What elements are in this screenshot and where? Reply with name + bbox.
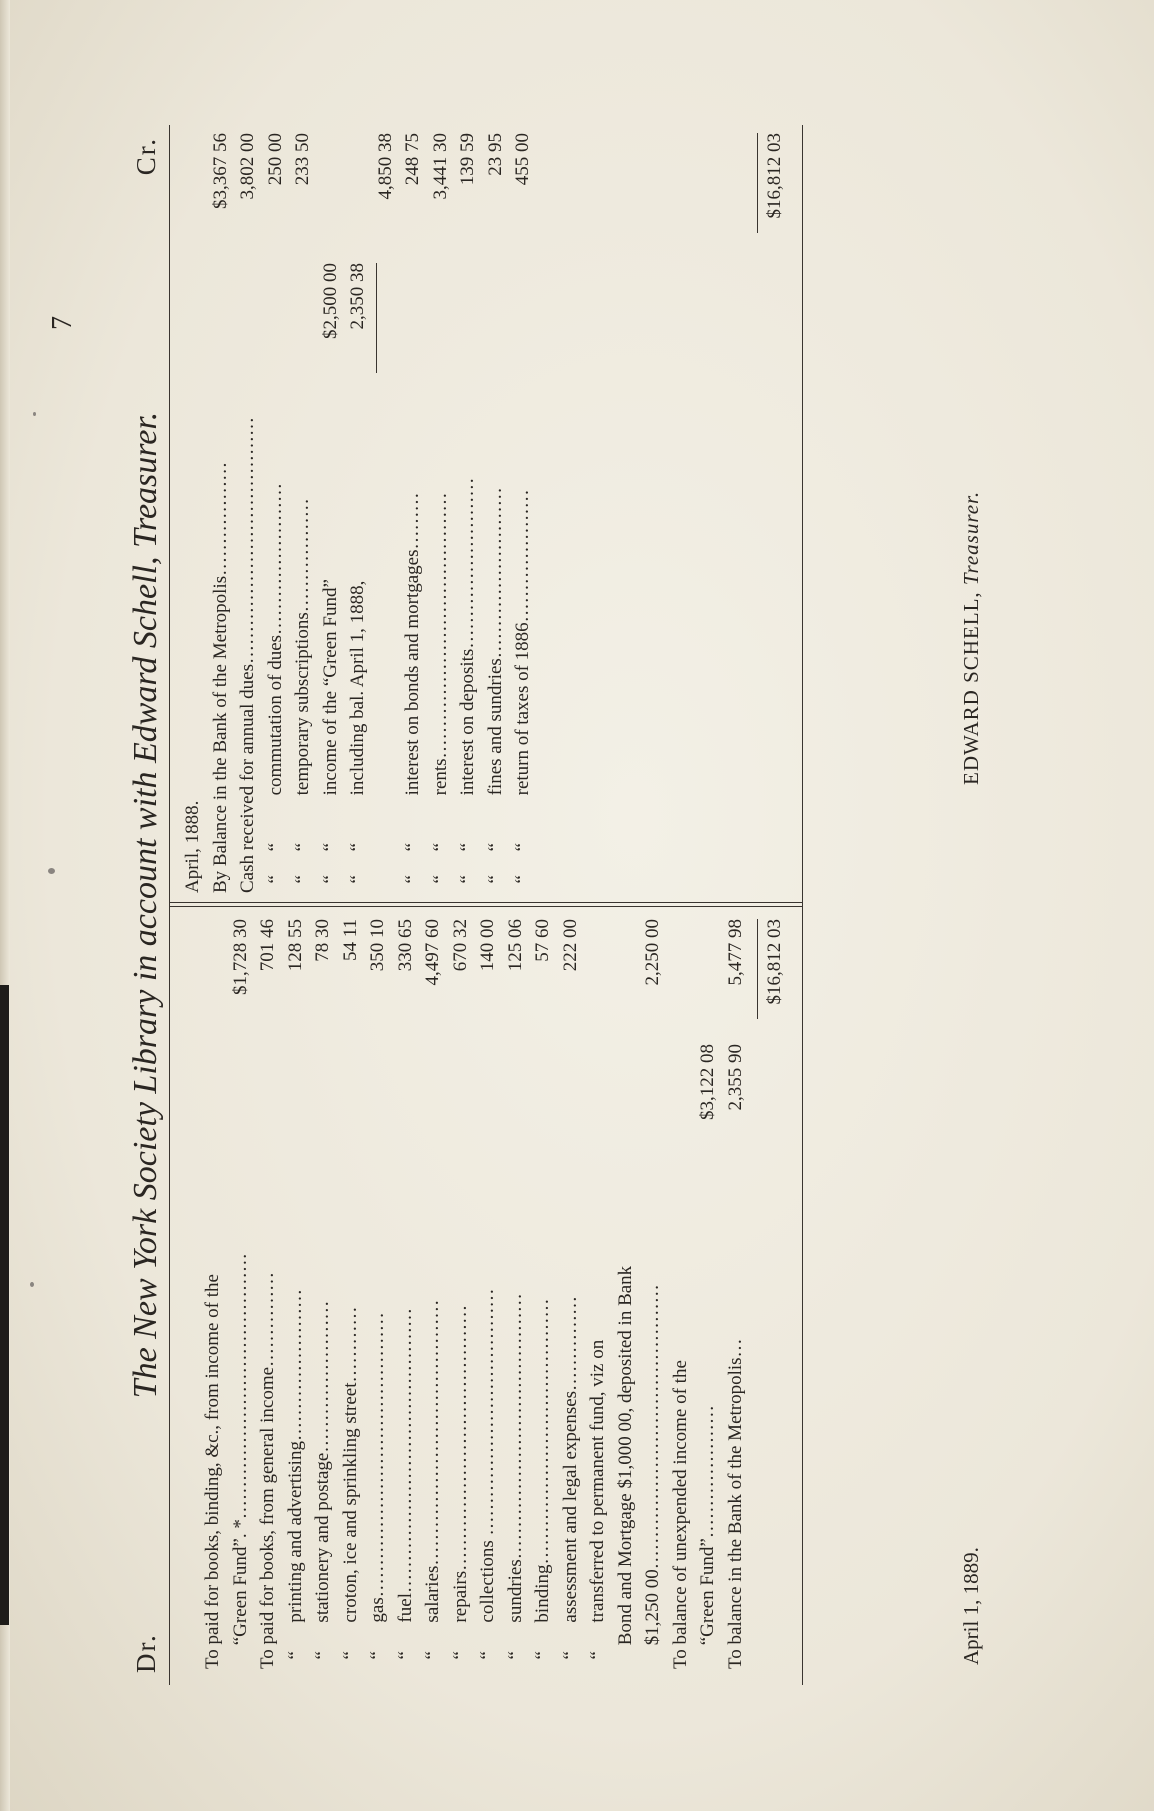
row-amount: 139 59 [457,133,478,186]
ledger-row [289,133,316,893]
account-title: The New York Society Library in account with Edward Schell, Treasurer. [127,411,164,1399]
ledger-row [509,133,536,893]
row-amount: 23 95 [484,133,506,176]
row-amount: 5,477 98 [724,919,746,986]
total-amount: $16,812 03 [764,133,785,219]
row-amount: 128 55 [284,919,306,972]
paper-speck [48,868,55,874]
ledger-row [254,919,281,1669]
row-label: “ “ commutation of dues…………………… [264,482,286,893]
ledger-row [474,919,501,1669]
row-label: “ assessment and legal expenses…………… [559,1295,581,1669]
ledger-row [584,919,611,1669]
row-label: $1,250 00……………………………………… [642,1284,663,1669]
row-label: To paid for books, from general income…………… [257,1271,278,1669]
row-amount: 248 75 [402,133,423,186]
credit-marker: Cr. [131,137,161,176]
ledger-row [337,919,364,1669]
row-amount: 78 30 [312,919,333,962]
row-label: “ gas……………………………………… [367,1312,388,1669]
ledger-heading [109,125,169,1685]
column-divider [169,902,802,907]
ledger-row [557,919,584,1669]
row-amount: $1,728 30 [229,919,251,995]
ledger-row [309,919,336,1669]
ledger-row [447,919,474,1669]
row-label: “ fuel……………………………………… [394,1308,416,1669]
total-amount: $16,812 03 [764,919,785,1005]
debit-marker: Dr. [131,1633,161,1673]
ledger-row [722,919,749,1669]
ledger-row [694,919,721,1669]
row-amount: 125 06 [504,919,526,972]
row-label: To paid for books, binding, &c., from income of the [202,1274,223,1669]
row-label: “ stationery and postage…………………… [312,1300,333,1669]
ledger-row [207,133,234,893]
ledger-row [502,919,529,1669]
paper-speck [30,1282,34,1287]
row-amount: 3,441 30 [429,133,451,200]
statement-date: April 1, 1889. [959,1547,983,1665]
row-label: April, 1888. [182,800,203,893]
row-label: “ croton, ice and sprinkling street………… [339,1306,361,1669]
row-label: “ collections ………………………………… [477,1288,498,1669]
bottom-rule [802,125,803,1685]
sub-amount: 2,350 38 [347,263,368,330]
binding-edge-mark [0,985,9,1625]
ledger-row [639,919,666,1669]
row-label: “ “ temporary subscriptions……………… [292,498,313,893]
row-amount: 140 00 [477,919,498,972]
row-label: “ “ including bal. April 1, 1888, [347,580,368,893]
ledger-row [529,919,556,1669]
total-rule [757,133,758,233]
ledger-row [282,919,309,1669]
column-total [761,919,788,1669]
row-amount: 250 00 [264,133,286,186]
row-label: “ transferred to permanent fund, viz on [587,1339,608,1669]
treasurer-signature [959,491,984,785]
ledger-row [199,919,226,1669]
row-label: Cash received for annual dues………………………………… [237,417,258,893]
row-amount: 701 46 [257,919,278,972]
row-label: “ sundries…………………………………… [504,1293,526,1669]
row-label: “ binding…………………………………… [532,1298,553,1669]
subtotal-rule [376,263,377,373]
ledger-row [179,133,206,893]
row-label: To balance in the Bank of the Metropolis… [724,1338,746,1669]
row-label: By Balance in the Bank of the Metropolis……………… [209,461,231,893]
row-label: “Green Fund”………………… [697,1405,718,1669]
row-amount: 222 00 [559,919,581,972]
row-label: “ “ income of the “Green Fund” [319,579,341,893]
paper-speck [33,412,36,416]
row-label: “ “ interest on bonds and mortgages……… [402,492,423,893]
ledger-row [482,133,509,893]
row-amount: 233 50 [292,133,313,186]
row-label: Bond and Mortgage $1,000 00, deposited in Bank [614,1265,636,1669]
row-amount: 4,850 38 [374,133,396,200]
row-label: “ “ fines and sundries……………………… [484,487,506,893]
row-amount: 57 60 [532,919,553,962]
ledger-row [234,133,261,893]
row-amount: 54 11 [339,919,361,962]
row-amount: 3,802 00 [237,133,258,200]
ledger-row [364,919,391,1669]
signature-title: Treasurer. [959,490,983,586]
row-label: “ “ interest on deposits……………………… [457,477,478,893]
row-amount: 350 10 [367,919,388,972]
row-label: “ “ rents…………………………………… [429,492,451,893]
ledger-sheet [47,125,1057,1685]
row-amount: 455 00 [512,133,533,186]
row-label: “ repairs…………………………………… [449,1304,471,1669]
row-amount: 330 65 [394,919,416,972]
column-total [761,133,788,893]
ledger-row [399,133,426,893]
ledger-row [454,133,481,893]
ledger-row [612,919,639,1669]
ledger-row [227,919,254,1669]
row-label: To balance of unexpended income of the [669,1360,691,1669]
row-label: “ printing and advertising…………………… [284,1289,306,1669]
ledger-row [392,919,419,1669]
ledger-row [317,133,344,893]
row-amount: 670 32 [449,919,471,972]
debit-column [199,919,799,1669]
total-rule [757,919,758,1019]
row-label: “ “ return of taxes of 1886………………… [512,489,533,893]
ledger-row [344,133,371,893]
sub-amount: $2,500 00 [319,263,341,339]
ledger-row [667,919,694,1669]
sub-amount: $3,122 08 [697,1044,718,1120]
ledger-row [262,133,289,893]
signature-name: EDWARD SCHELL, [959,591,983,785]
ledger-row [419,919,446,1669]
row-label: “Green Fund”. *…………………………………… [229,1253,251,1669]
row-amount: 2,250 00 [642,919,663,986]
row-amount: $3,367 56 [209,133,231,209]
row-label: “ salaries…………………………………… [422,1299,443,1669]
sub-amount: 2,355 90 [724,1044,746,1111]
ledger-row [427,133,454,893]
row-amount: 4,497 60 [422,919,443,986]
ledger-row [372,133,399,893]
credit-column [179,133,785,893]
page-number: 7 [47,316,78,330]
